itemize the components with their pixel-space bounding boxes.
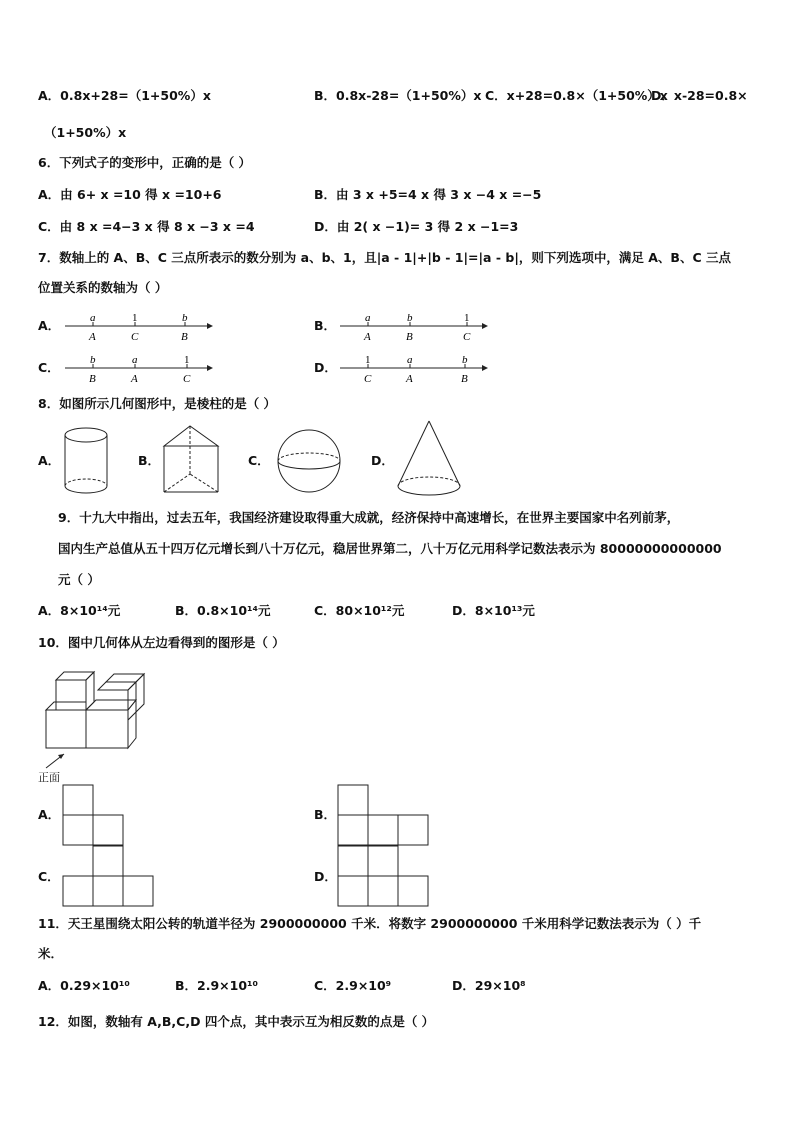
q5-option-a: A．0.8x+28=（1+50%）x xyxy=(38,88,211,103)
number-line-d-top-3: b xyxy=(462,354,468,366)
front-view-label: 正面 xyxy=(38,771,60,784)
q6-option-c: C．由 8 x =4−3 x 得 8 x −3 x =4 xyxy=(38,219,255,234)
triangular-prism-icon xyxy=(160,424,222,496)
q10-label-a: A． xyxy=(38,807,61,822)
q7-label-d: D． xyxy=(314,360,337,375)
number-line-b-bottom-2: B xyxy=(406,331,413,343)
number-line-a xyxy=(65,310,215,346)
q10-option-c-figure xyxy=(62,845,154,907)
q8-label-a: A． xyxy=(38,453,61,468)
number-line-b-bottom-1: A xyxy=(364,331,371,343)
q9-stem-line-2: 国内生产总值从五十四万亿元增长到八十万亿元，稳居世界第二，八十万亿元用科学记数法表示为 80000000000000 xyxy=(58,541,722,556)
number-line-c-bottom-3: C xyxy=(183,373,191,385)
q8-stem: 8．如图所示几何图形中，是棱柱的是（ ） xyxy=(38,396,277,411)
q5-option-b: B．0.8x-28=（1+50%）x xyxy=(314,88,482,103)
number-line-a-bottom-3: B xyxy=(181,331,188,343)
q11-stem-line-2: 米． xyxy=(38,946,64,961)
q9-option-d: D．8×10¹³元 xyxy=(452,603,535,618)
number-line-b xyxy=(340,310,490,346)
q8-label-b: B． xyxy=(138,453,161,468)
q9-option-c: C．80×10¹²元 xyxy=(314,603,405,618)
number-line-c-top-3: 1 xyxy=(184,354,190,366)
q7-label-b: B． xyxy=(314,318,337,333)
q10-label-c: C． xyxy=(38,869,60,884)
number-line-d-top-2: a xyxy=(407,354,413,366)
q11-option-a: A．0.29×10¹⁰ xyxy=(38,978,130,993)
q11-option-c: C．2.9×10⁹ xyxy=(314,978,392,993)
q11-stem-line-1: 11．天王星围绕太阳公转的轨道半径为 2900000000 千米．将数字 2900000000 千米用科学记数法表示为（ ）千 xyxy=(38,916,702,931)
q10-stem: 10．图中几何体从左边看得到的图形是（ ） xyxy=(38,635,285,650)
number-line-d-bottom-2: A xyxy=(406,373,413,385)
q5-option-d-continued: （1+50%）x xyxy=(44,125,127,140)
q10-option-d-figure xyxy=(337,845,429,907)
number-line-a-bottom-2: C xyxy=(131,331,139,343)
cylinder-icon xyxy=(62,426,112,496)
q6-stem: 6．下列式子的变形中，正确的是（ ） xyxy=(38,155,252,170)
cone-icon xyxy=(394,418,464,500)
q6-option-b: B．由 3 x +5=4 x 得 3 x −4 x =−5 xyxy=(314,187,542,202)
q6-option-d: D．由 2( x −1)= 3 得 2 x −1=3 xyxy=(314,219,519,234)
q9-option-a: A．8×10¹⁴元 xyxy=(38,603,121,618)
number-line-c xyxy=(65,352,215,388)
sphere-icon xyxy=(274,428,344,494)
q5-option-d: D．x-28=0.8× xyxy=(651,88,748,103)
q9-stem-line-3: 元（ ） xyxy=(58,572,100,587)
q9-stem-line-1: 9．十九大中指出，过去五年，我国经济建设取得重大成就，经济保持中高速增长，在世界主要国家中名列前茅， xyxy=(58,510,680,525)
number-line-b-top-1: a xyxy=(365,312,371,324)
number-line-c-bottom-2: A xyxy=(131,373,138,385)
number-line-b-top-2: b xyxy=(407,312,413,324)
q10-label-b: B． xyxy=(314,807,337,822)
number-line-b-bottom-3: C xyxy=(463,331,471,343)
number-line-a-top-1: a xyxy=(90,312,96,324)
q11-option-b: B．2.9×10¹⁰ xyxy=(175,978,258,993)
q10-option-a-figure xyxy=(62,784,124,846)
number-line-d xyxy=(340,352,490,388)
number-line-d-bottom-1: C xyxy=(364,373,372,385)
number-line-c-top-1: b xyxy=(90,354,96,366)
q8-label-c: C． xyxy=(248,453,270,468)
number-line-b-top-3: 1 xyxy=(464,312,470,324)
q11-option-d: D．29×10⁸ xyxy=(452,978,526,993)
q6-option-a: A．由 6+ x =10 得 x =10+6 xyxy=(38,187,222,202)
number-line-a-bottom-1: A xyxy=(89,331,96,343)
q10-label-d: D． xyxy=(314,869,337,884)
q7-label-a: A． xyxy=(38,318,61,333)
number-line-d-bottom-3: B xyxy=(461,373,468,385)
q12-stem: 12．如图，数轴有 A,B,C,D 四个点，其中表示互为相反数的点是（ ） xyxy=(38,1014,435,1029)
number-line-d-top-1: 1 xyxy=(365,354,371,366)
q10-option-b-figure xyxy=(337,784,429,846)
q5-option-c: C．x+28=0.8×（1+50%）x xyxy=(485,88,668,103)
number-line-c-top-2: a xyxy=(132,354,138,366)
stacked-cubes-figure xyxy=(40,660,150,770)
q9-option-b: B．0.8×10¹⁴元 xyxy=(175,603,271,618)
number-line-a-top-3: b xyxy=(182,312,188,324)
number-line-c-bottom-1: B xyxy=(89,373,96,385)
q7-stem-continued: 位置关系的数轴为（ ） xyxy=(38,280,168,295)
number-line-a-top-2: 1 xyxy=(132,312,138,324)
q7-stem: 7．数轴上的 A、B、C 三点所表示的数分别为 a、b、1，且|a - 1|+|b - 1|=|a - b|，则下列选项中，满足 A、B、C 三点 xyxy=(38,250,731,265)
q7-label-c: C． xyxy=(38,360,60,375)
q8-label-d: D． xyxy=(371,453,394,468)
